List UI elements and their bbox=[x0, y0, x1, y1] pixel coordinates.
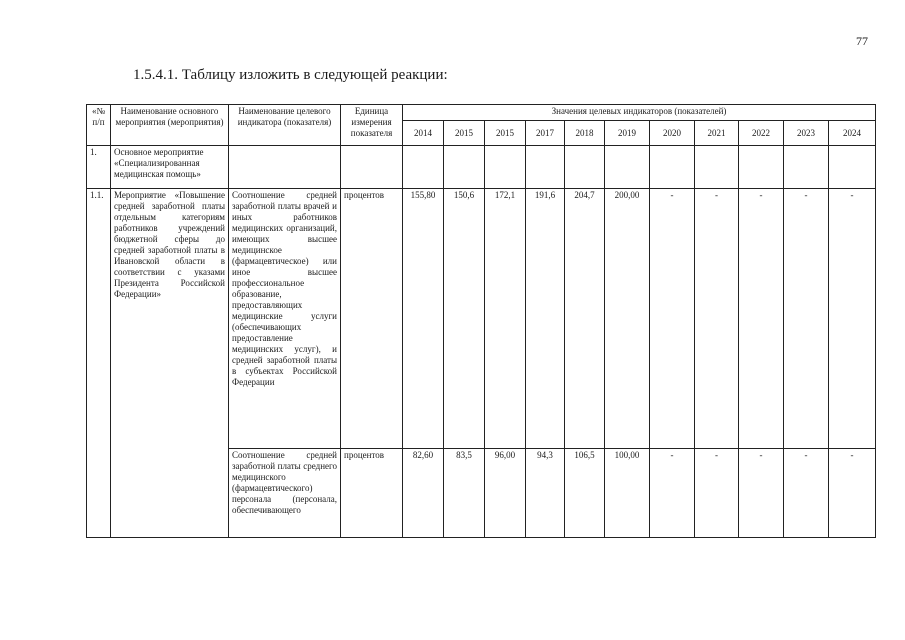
value-cell: - bbox=[739, 189, 784, 449]
row-indicator: Соотношение средней заработной платы среднего медицинского (фармацевтического) персонала (персонала, обеспечивающего bbox=[229, 449, 341, 538]
header-indicator: Наименование целевого индикатора (показателя) bbox=[229, 105, 341, 146]
header-year: 2018 bbox=[565, 121, 605, 146]
value-cell: - bbox=[829, 189, 876, 449]
page-number: 77 bbox=[856, 34, 868, 48]
empty-cell bbox=[565, 146, 605, 189]
empty-cell bbox=[829, 146, 876, 189]
header-values-group: Значения целевых индикаторов (показателей) bbox=[403, 105, 876, 121]
empty-cell bbox=[229, 146, 341, 189]
empty-cell bbox=[444, 146, 485, 189]
row-num: 1.1. bbox=[87, 189, 111, 538]
row-unit: процентов bbox=[341, 189, 403, 449]
header-year: 2015 bbox=[444, 121, 485, 146]
row-indicator: Соотношение средней заработной платы врачей и иных работников медицинских организаций, имеющих высшее медицинское (фармацевтическое) или иное высшее профессиональное образование, предоставляющих медицинские услуги (обеспечивающих предоставление медицинских услуг), и средней заработной платы в субъектах Российской Федерации bbox=[229, 189, 341, 449]
value-cell: 155,80 bbox=[403, 189, 444, 449]
value-cell: 150,6 bbox=[444, 189, 485, 449]
value-cell: - bbox=[695, 189, 739, 449]
empty-cell bbox=[341, 146, 403, 189]
value-cell: 200,00 bbox=[605, 189, 650, 449]
header-year: 2017 bbox=[526, 121, 565, 146]
value-cell: 96,00 bbox=[485, 449, 526, 538]
value-cell: 191,6 bbox=[526, 189, 565, 449]
header-year: 2015 bbox=[485, 121, 526, 146]
header-year: 2014 bbox=[403, 121, 444, 146]
empty-cell bbox=[784, 146, 829, 189]
header-year: 2021 bbox=[695, 121, 739, 146]
header-year: 2023 bbox=[784, 121, 829, 146]
value-cell: - bbox=[784, 189, 829, 449]
empty-cell bbox=[403, 146, 444, 189]
value-cell: 106,5 bbox=[565, 449, 605, 538]
header-year: 2020 bbox=[650, 121, 695, 146]
value-cell: 82,60 bbox=[403, 449, 444, 538]
row-event: Мероприятие «Повышение средней заработной платы отдельным категориям работников учреждений бюджетной сферы до средней заработной платы в Ивановской области в соответствии с указами Президента Российской Федерации» bbox=[111, 189, 229, 538]
indicators-table bbox=[86, 104, 876, 538]
table-row bbox=[87, 189, 876, 449]
header-event: Наименование основного мероприятия (мероприятия) bbox=[111, 105, 229, 146]
empty-cell bbox=[526, 146, 565, 189]
value-cell: - bbox=[739, 449, 784, 538]
header-num: «№ п/п bbox=[87, 105, 111, 146]
value-cell: - bbox=[784, 449, 829, 538]
row-unit: процентов bbox=[341, 449, 403, 538]
value-cell: - bbox=[829, 449, 876, 538]
empty-cell bbox=[650, 146, 695, 189]
table-row bbox=[87, 146, 876, 189]
row-num: 1. bbox=[87, 146, 111, 189]
empty-cell bbox=[485, 146, 526, 189]
header-year: 2022 bbox=[739, 121, 784, 146]
header-year: 2024 bbox=[829, 121, 876, 146]
header-year: 2019 bbox=[605, 121, 650, 146]
value-cell: 100,00 bbox=[605, 449, 650, 538]
empty-cell bbox=[695, 146, 739, 189]
value-cell: 204,7 bbox=[565, 189, 605, 449]
value-cell: 83,5 bbox=[444, 449, 485, 538]
header-unit: Единица измерения показателя bbox=[341, 105, 403, 146]
section-heading: 1.5.4.1. Таблицу изложить в следующей реакции: bbox=[133, 67, 448, 83]
value-cell: 172,1 bbox=[485, 189, 526, 449]
empty-cell bbox=[605, 146, 650, 189]
value-cell: 94,3 bbox=[526, 449, 565, 538]
value-cell: - bbox=[650, 189, 695, 449]
value-cell: - bbox=[650, 449, 695, 538]
empty-cell bbox=[739, 146, 784, 189]
row-event: Основное мероприятие «Специализированная медицинская помощь» bbox=[111, 146, 229, 189]
header-row-1 bbox=[87, 105, 876, 121]
value-cell: - bbox=[695, 449, 739, 538]
